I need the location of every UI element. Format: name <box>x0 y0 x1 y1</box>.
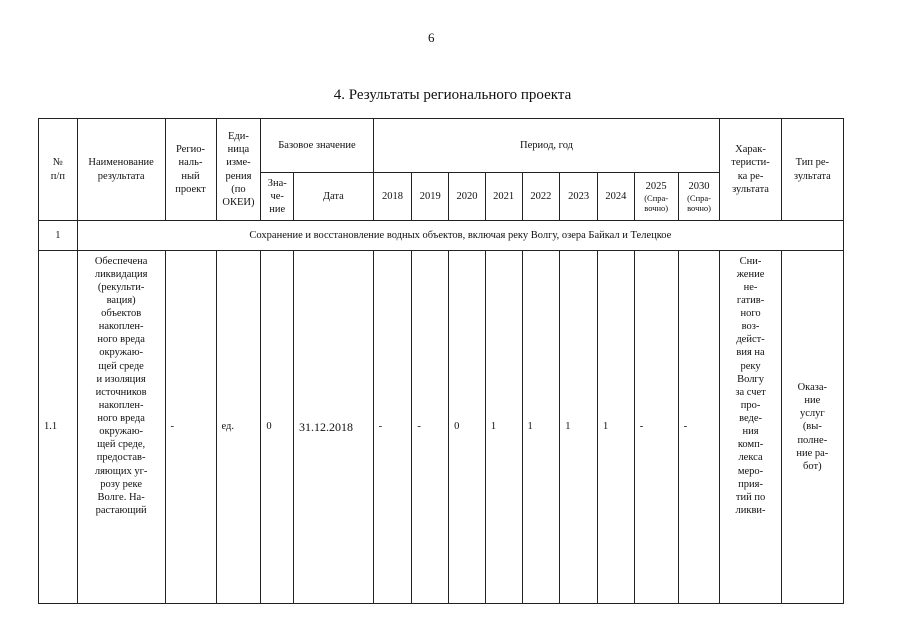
results-table <box>38 118 844 604</box>
header-num: № п/п <box>39 119 78 221</box>
header-characteristic: Харак- теристи- ка ре- зультата <box>720 119 781 221</box>
header-year: 2024 <box>598 173 635 221</box>
header-unit: Еди- ница изме- рения (по ОКЕИ) <box>216 119 261 221</box>
header-year: 2023 <box>560 173 598 221</box>
page-number: 6 <box>428 30 435 45</box>
year-2025-label: 2025 <box>645 180 667 192</box>
row-type-text: Оказа- ние услуг (вы- полне- ние ра- бот) <box>796 382 829 472</box>
row-characteristic-text: Сни- жение не- гатив- ного воз- дейст- вия на реку Волгу за счет про- веде- ния комп- лекса меро- прия- тий по ликви- <box>735 255 766 516</box>
section-row-num: 1 <box>39 221 78 251</box>
row-num: 1.1 <box>39 251 78 604</box>
row-value: - <box>373 251 412 604</box>
section-row-text: Сохранение и восстановление водных объектов, включая реку Волгу, озера Байкал и Телецкое <box>77 221 843 251</box>
row-value: - <box>412 251 449 604</box>
header-year-2030 <box>678 173 720 221</box>
row-base-date: 31.12.2018 <box>294 251 374 604</box>
year-2030-label: 2030 <box>688 180 710 192</box>
row-value: 1 <box>598 251 635 604</box>
row-base-value: 0 <box>261 251 294 604</box>
header-year: 2022 <box>522 173 560 221</box>
header-base-value: Зна- че- ние <box>261 173 294 221</box>
section-title: 4. Результаты регионального проекта <box>333 87 572 103</box>
row-name-text: Обеспечена ликвидация (рекульти- вация) объектов накоплен- ного вреда окружаю- щей среде и изоляция источников накоплен- ного вреда окружаю- щей среде, предостав- ляющих уг- розу реке Волге. На- растающий <box>94 255 148 516</box>
header-type: Тип ре- зультата <box>781 119 843 221</box>
header-regional: Регио- наль- ный проект <box>165 119 216 221</box>
header-period: Период, год <box>373 119 720 173</box>
row-value: 1 <box>485 251 522 604</box>
header-year: 2019 <box>412 173 449 221</box>
row-type <box>781 251 843 604</box>
reference-note: (Спра- вочно) <box>644 192 669 214</box>
row-value: 0 <box>449 251 486 604</box>
row-characteristic <box>720 251 781 604</box>
row-name <box>77 251 165 604</box>
row-value: - <box>634 251 678 604</box>
row-unit: ед. <box>216 251 261 604</box>
row-value: 1 <box>522 251 560 604</box>
reference-note: (Спра- вочно) <box>687 192 711 214</box>
row-value: - <box>678 251 720 604</box>
header-year: 2021 <box>485 173 522 221</box>
row-value: 1 <box>560 251 598 604</box>
row-regional: - <box>165 251 216 604</box>
header-year: 2018 <box>373 173 412 221</box>
header-base-date: Дата <box>294 173 374 221</box>
header-name: Наименование результата <box>77 119 165 221</box>
header-base: Базовое значение <box>261 119 373 173</box>
header-year-2025 <box>634 173 678 221</box>
header-year: 2020 <box>449 173 486 221</box>
